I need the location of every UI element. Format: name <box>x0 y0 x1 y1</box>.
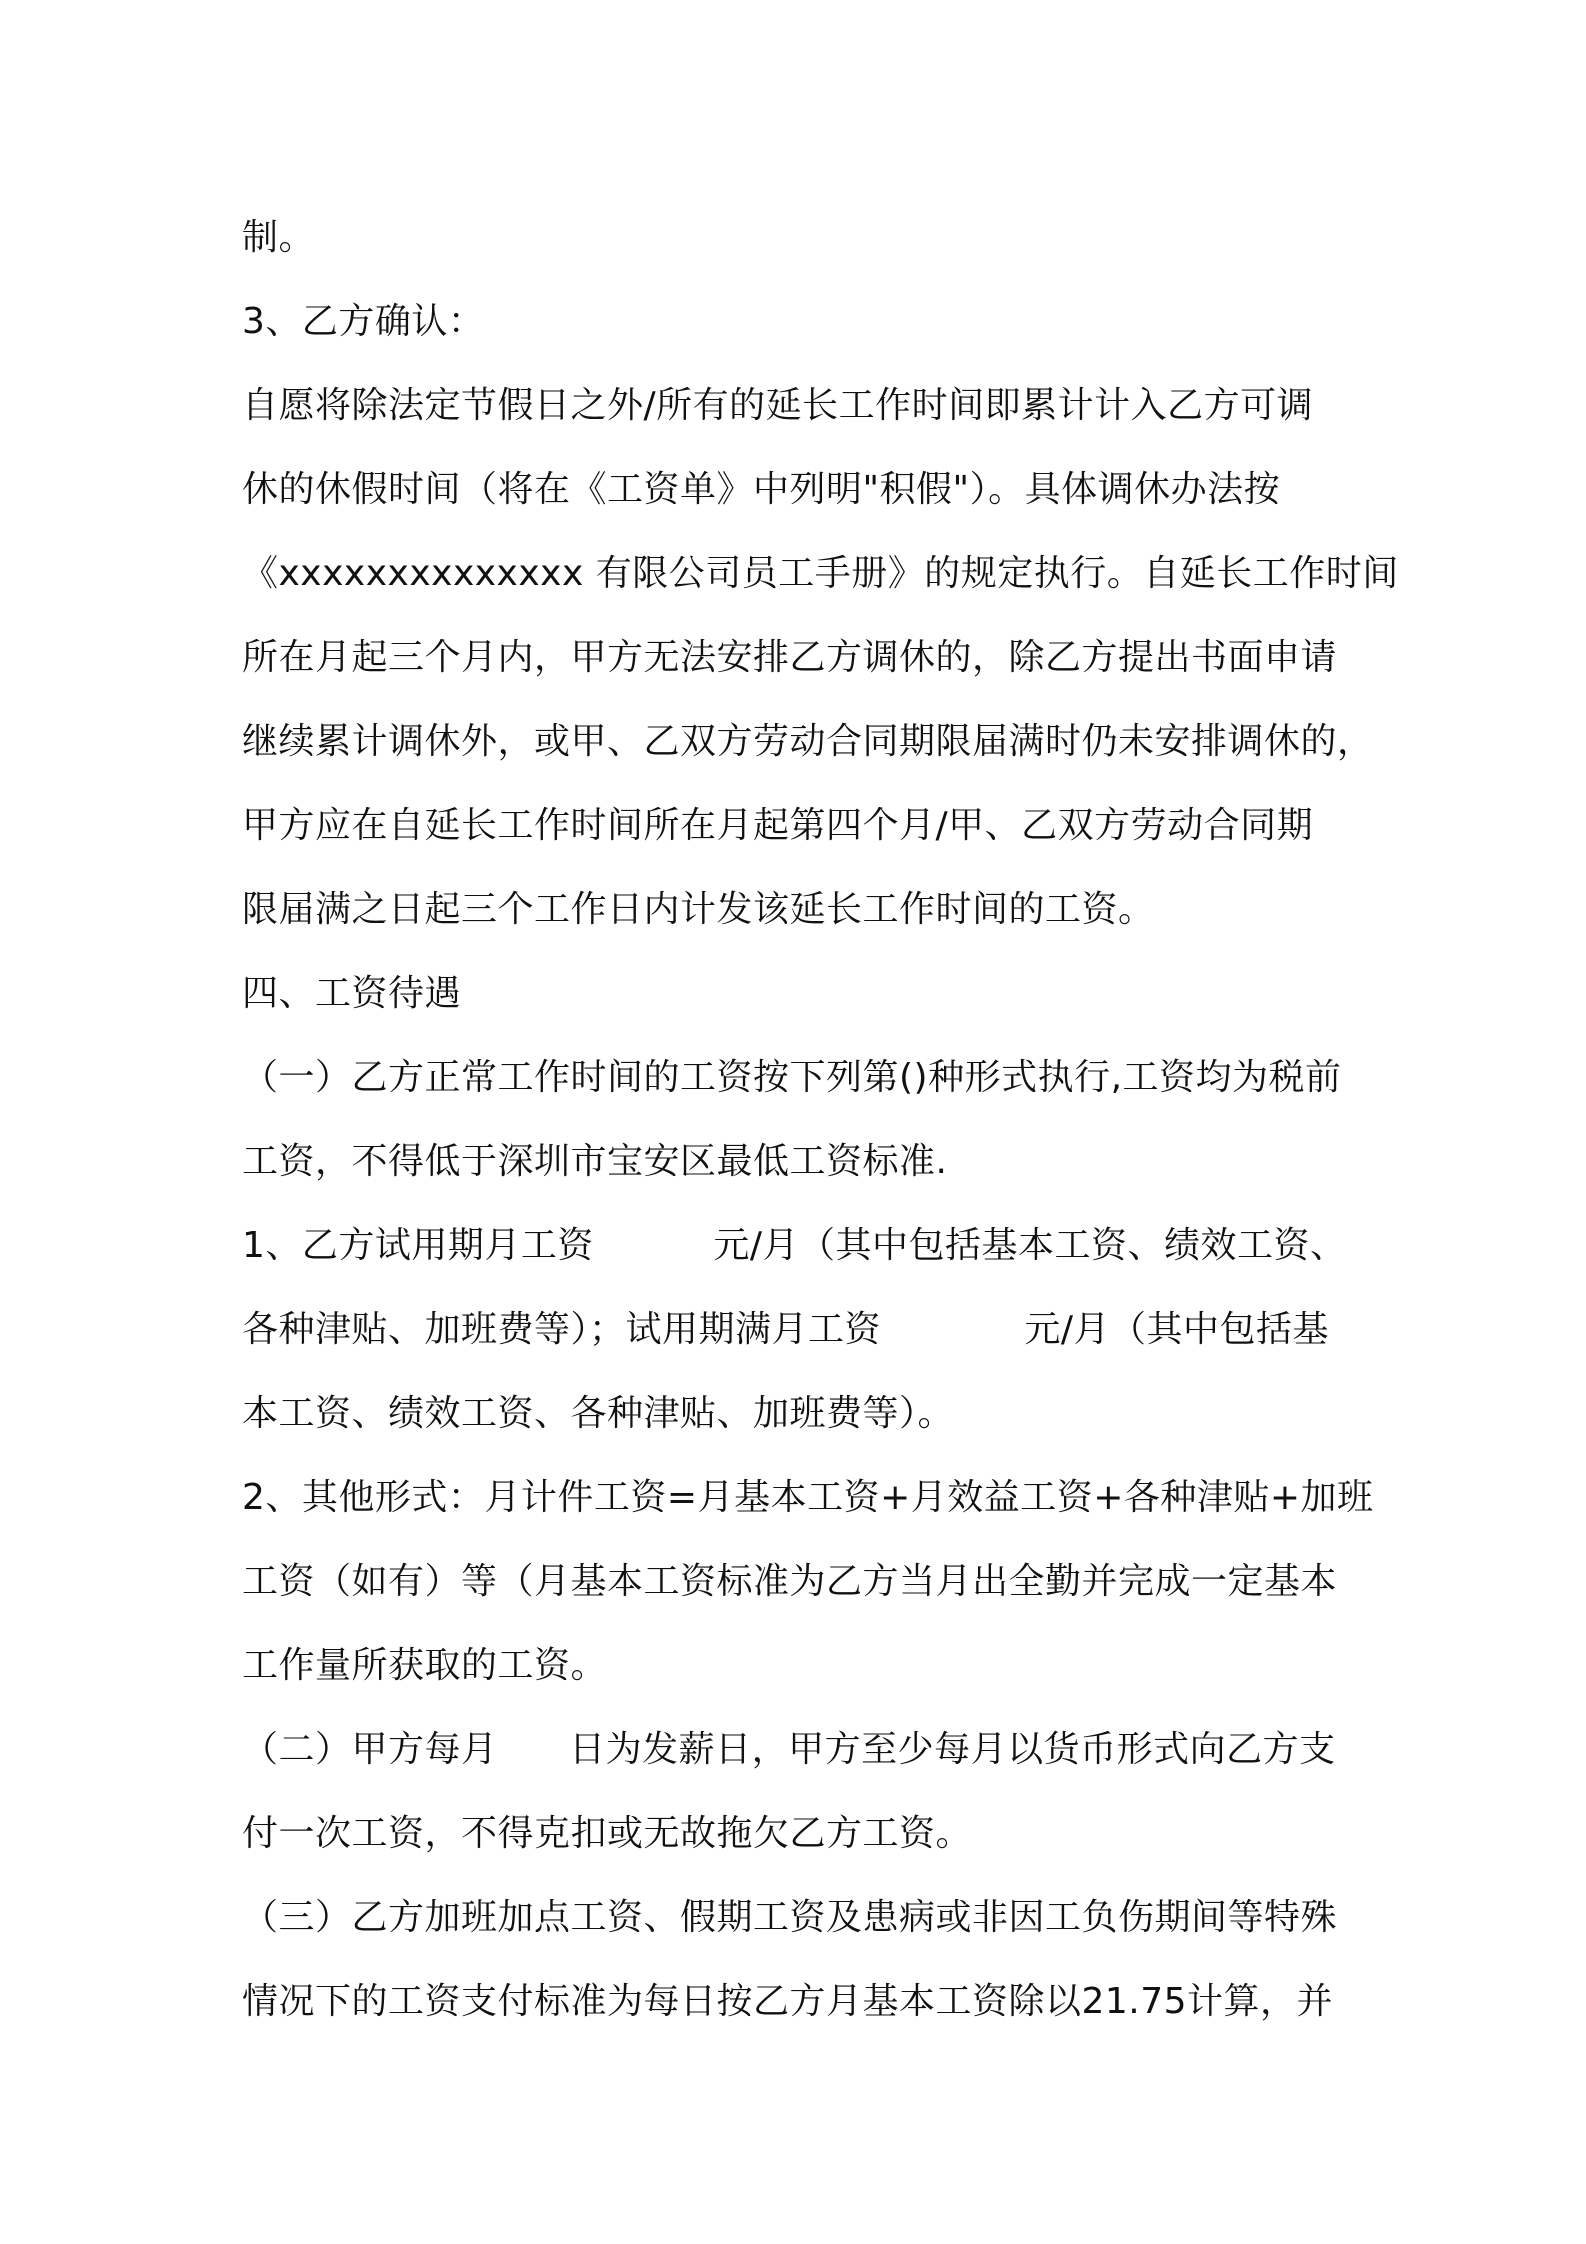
text-line: 制。 <box>242 217 316 258</box>
section-heading: 四、工资待遇 <box>242 973 462 1014</box>
text-line: 本工资、绩效工资、各种津贴、加班费等）。 <box>242 1393 955 1434</box>
text-line: 甲方应在自延长工作时间所在月起第四个月/甲、乙双方劳动合同期 <box>242 805 1314 846</box>
text-line: 1、乙方试用期月工资 元/月（其中包括基本工资、绩效工资、 <box>242 1225 1347 1266</box>
text-line: （三）乙方加班加点工资、假期工资及患病或非因工负伤期间等特殊 <box>242 1897 1338 1938</box>
text-line: 工作量所获取的工资。 <box>242 1645 608 1686</box>
text-line: 所在月起三个月内，甲方无法安排乙方调休的，除乙方提出书面申请 <box>242 637 1338 678</box>
text-line: 2、其他形式：月计件工资=月基本工资+月效益工资+各种津贴+加班 <box>242 1477 1374 1518</box>
text-line: 付一次工资，不得克扣或无故拖欠乙方工资。 <box>242 1813 973 1854</box>
text-line: 工资，不得低于深圳市宝安区最低工资标准. <box>242 1141 948 1182</box>
text-line: 工资（如有）等（月基本工资标准为乙方当月出全勤并完成一定基本 <box>242 1561 1338 1602</box>
text-line: 自愿将除法定节假日之外/所有的延长工作时间即累计计入乙方可调 <box>242 385 1314 426</box>
text-line: 继续累计调休外，或甲、乙双方劳动合同期限届满时仍未安排调休的， <box>242 721 1374 762</box>
text-line: 限届满之日起三个工作日内计发该延长工作时间的工资。 <box>242 889 1155 930</box>
text-line: （二）甲方每月 日为发薪日，甲方至少每月以货币形式向乙方支 <box>242 1729 1336 1770</box>
text-line: 各种津贴、加班费等）；试用期满月工资 元/月（其中包括基 <box>242 1309 1329 1350</box>
text-line: 3、乙方确认： <box>242 301 485 342</box>
text-line: 休的休假时间（将在《工资单》中列明"积假"）。具体调休办法按 <box>242 469 1281 510</box>
text-line: 情况下的工资支付标准为每日按乙方月基本工资除以21.75计算，并 <box>242 1981 1334 2022</box>
text-line: （一）乙方正常工作时间的工资按下列第()种形式执行,工资均为税前 <box>242 1057 1342 1098</box>
document-body <box>242 196 1399 2044</box>
text-line: 《xxxxxxxxxxxxxx 有限公司员工手册》的规定执行。自延长工作时间 <box>242 553 1399 594</box>
